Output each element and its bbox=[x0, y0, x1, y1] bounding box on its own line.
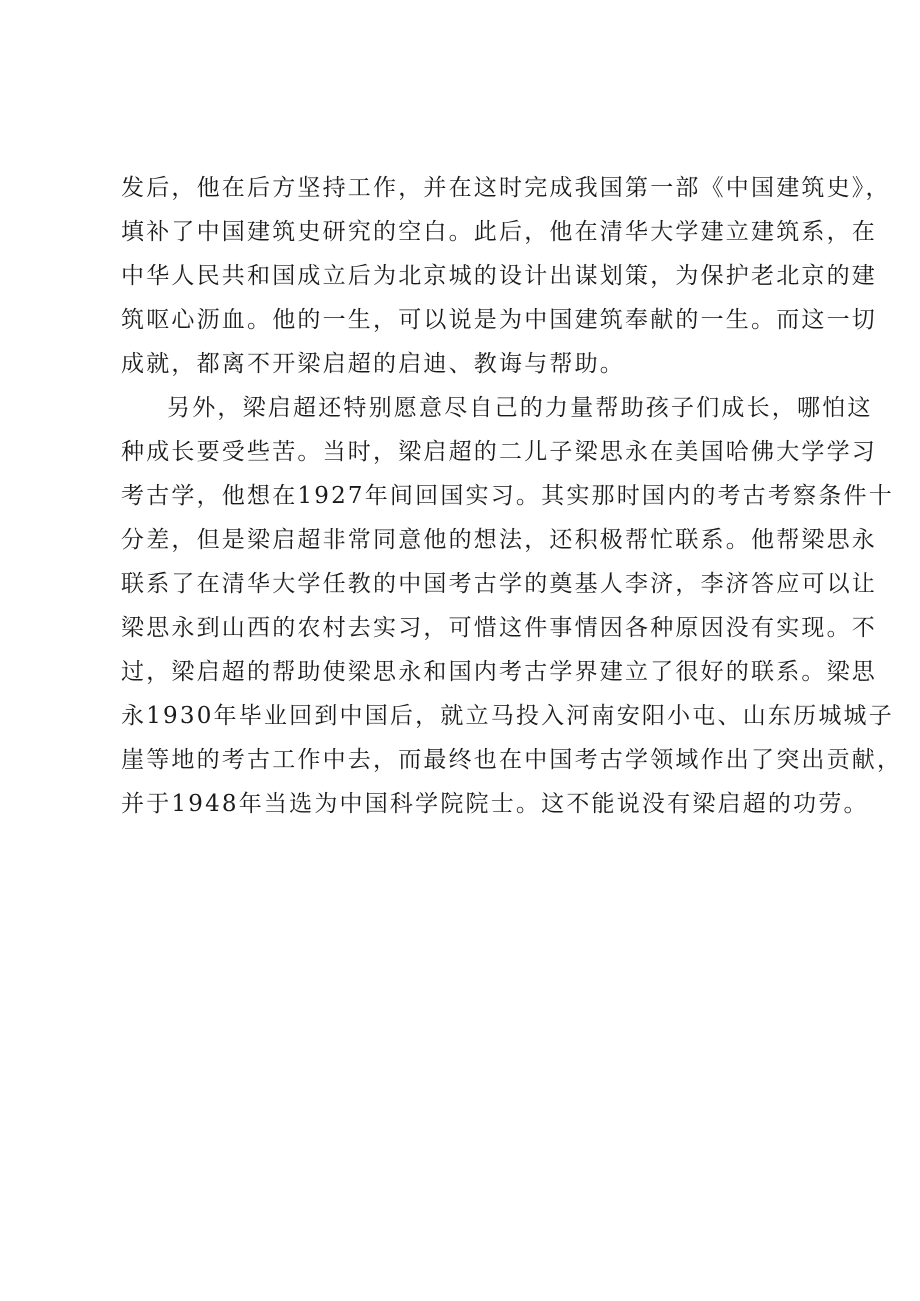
text-line: 永1930年毕业回到中国后，就立马投入河南安阳小屯、山东历城城子 bbox=[121, 703, 894, 729]
text-line: 过，梁启超的帮助使梁思永和国内考古学界建立了很好的联系。梁思 bbox=[121, 659, 877, 685]
text-line: 筑呕心沥血。他的一生，可以说是为中国建筑奉献的一生。而这一切 bbox=[121, 307, 877, 333]
text-line: 并于1948年当选为中国科学院院士。这不能说没有梁启超的功劳。 bbox=[121, 791, 869, 817]
text-line: 中华人民共和国成立后为北京城的设计出谋划策，为保护老北京的建 bbox=[121, 263, 877, 289]
text-line: 崖等地的考古工作中去，而最终也在中国考古学领域作出了突出贡献， bbox=[121, 747, 903, 773]
text-line: 种成长要受些苦。当时，梁启超的二儿子梁思永在美国哈佛大学学习 bbox=[121, 439, 877, 465]
body-text bbox=[121, 166, 903, 826]
paragraph-2 bbox=[121, 386, 903, 826]
text-line: 联系了在清华大学任教的中国考古学的奠基人李济，李济答应可以让 bbox=[121, 571, 877, 597]
text-line: 梁思永到山西的农村去实习，可惜这件事情因各种原因没有实现。不 bbox=[121, 615, 877, 641]
text-line: 成就，都离不开梁启超的启迪、教诲与帮助。 bbox=[121, 351, 625, 377]
text-line: 发后，他在后方坚持工作，并在这时完成我国第一部《中国建筑史》， bbox=[121, 175, 891, 201]
text-line: 考古学，他想在1927年间回国实习。其实那时国内的考古考察条件十 bbox=[121, 483, 894, 509]
paragraph-1 bbox=[121, 166, 891, 386]
text-line: 填补了中国建筑史研究的空白。此后，他在清华大学建立建筑系，在 bbox=[121, 219, 877, 245]
text-line: 另外，梁启超还特别愿意尽自己的力量帮助孩子们成长，哪怕这 bbox=[167, 395, 873, 421]
text-line: 分差，但是梁启超非常同意他的想法，还积极帮忙联系。他帮梁思永 bbox=[121, 527, 877, 553]
